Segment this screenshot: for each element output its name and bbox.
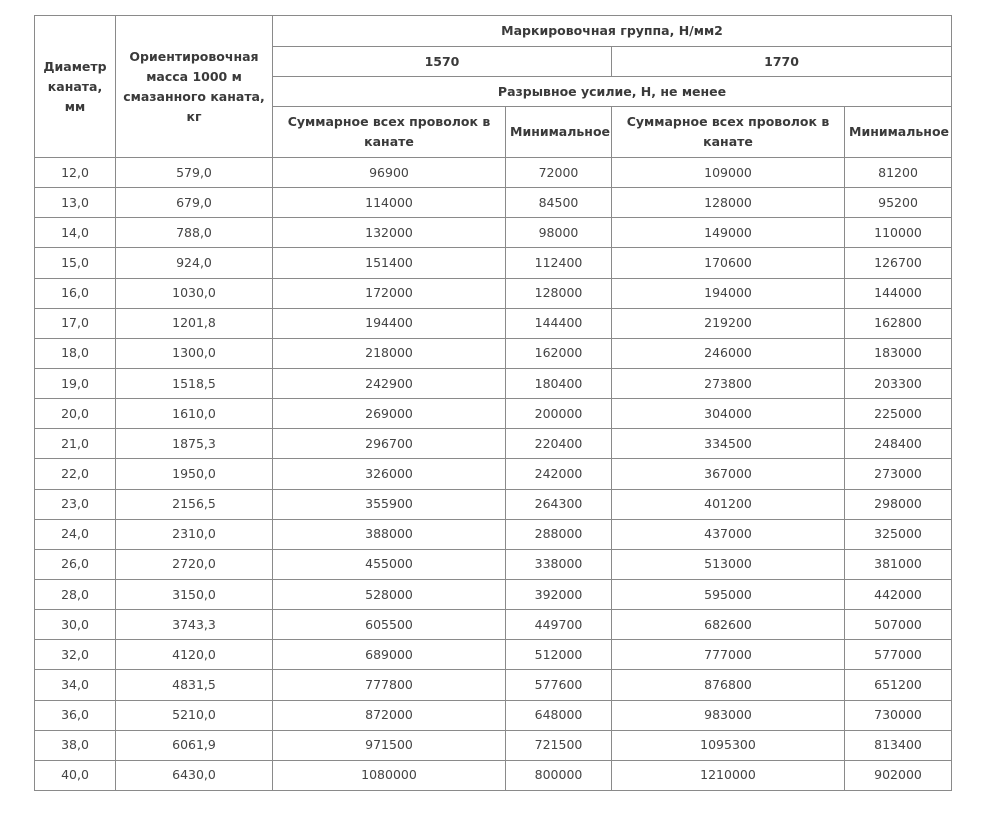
- cell-diameter: 26,0: [35, 549, 116, 579]
- cell-min-1770: 248400: [845, 429, 952, 459]
- cell-min-1570: 338000: [506, 549, 612, 579]
- cell-total-1570: 242900: [273, 368, 506, 398]
- cell-total-1570: 296700: [273, 429, 506, 459]
- header-min-1570: Минимальное: [506, 107, 612, 158]
- cell-mass: 3743,3: [116, 610, 273, 640]
- cell-total-1570: 326000: [273, 459, 506, 489]
- table-row: [35, 218, 952, 248]
- cell-mass: 1201,8: [116, 308, 273, 338]
- cell-diameter: 34,0: [35, 670, 116, 700]
- cell-diameter: 19,0: [35, 368, 116, 398]
- table-row: [35, 730, 952, 760]
- table-row: [35, 549, 952, 579]
- table-row: [35, 399, 952, 429]
- header-grade-1770: 1770: [612, 47, 952, 77]
- cell-min-1570: 242000: [506, 459, 612, 489]
- cell-total-1570: 151400: [273, 248, 506, 278]
- cell-total-1570: 114000: [273, 188, 506, 218]
- cell-diameter: 20,0: [35, 399, 116, 429]
- cell-min-1770: 730000: [845, 700, 952, 730]
- cell-mass: 4120,0: [116, 640, 273, 670]
- table-row: [35, 700, 952, 730]
- cell-min-1570: 144400: [506, 308, 612, 338]
- cell-min-1770: 577000: [845, 640, 952, 670]
- cell-total-1770: 1210000: [612, 760, 845, 790]
- cell-mass: 2156,5: [116, 489, 273, 519]
- cell-total-1570: 388000: [273, 519, 506, 549]
- cell-min-1770: 902000: [845, 760, 952, 790]
- cell-min-1770: 110000: [845, 218, 952, 248]
- cell-min-1770: 507000: [845, 610, 952, 640]
- table-row: [35, 278, 952, 308]
- cell-total-1570: 605500: [273, 610, 506, 640]
- cell-min-1770: 162800: [845, 308, 952, 338]
- cell-total-1770: 367000: [612, 459, 845, 489]
- cell-min-1570: 162000: [506, 338, 612, 368]
- cell-mass: 1030,0: [116, 278, 273, 308]
- cell-total-1770: 128000: [612, 188, 845, 218]
- cell-mass: 5210,0: [116, 700, 273, 730]
- table-row: [35, 610, 952, 640]
- cell-total-1770: 682600: [612, 610, 845, 640]
- cell-mass: 788,0: [116, 218, 273, 248]
- cell-mass: 1950,0: [116, 459, 273, 489]
- cell-mass: 4831,5: [116, 670, 273, 700]
- cell-min-1570: 721500: [506, 730, 612, 760]
- cell-min-1770: 95200: [845, 188, 952, 218]
- table-row: [35, 338, 952, 368]
- cell-min-1570: 72000: [506, 158, 612, 188]
- cell-total-1570: 132000: [273, 218, 506, 248]
- cell-total-1770: 983000: [612, 700, 845, 730]
- header-grade-group: Маркировочная группа, Н/мм2: [273, 16, 952, 47]
- cell-diameter: 18,0: [35, 338, 116, 368]
- cell-min-1570: 84500: [506, 188, 612, 218]
- cell-total-1770: 595000: [612, 579, 845, 609]
- cell-diameter: 23,0: [35, 489, 116, 519]
- cell-min-1770: 381000: [845, 549, 952, 579]
- table-row: [35, 188, 952, 218]
- cell-total-1770: 304000: [612, 399, 845, 429]
- table-header: [35, 16, 952, 158]
- cell-mass: 1518,5: [116, 368, 273, 398]
- cell-total-1570: 872000: [273, 700, 506, 730]
- header-total-1570: Суммарное всех проволок в канате: [273, 107, 506, 158]
- cell-total-1770: 246000: [612, 338, 845, 368]
- cell-total-1770: 437000: [612, 519, 845, 549]
- header-diameter: Диаметр каната, мм: [35, 16, 116, 158]
- cell-mass: 2720,0: [116, 549, 273, 579]
- cell-diameter: 15,0: [35, 248, 116, 278]
- table-body: [35, 158, 952, 791]
- cell-total-1570: 269000: [273, 399, 506, 429]
- cell-min-1770: 298000: [845, 489, 952, 519]
- cell-total-1770: 149000: [612, 218, 845, 248]
- cell-min-1570: 220400: [506, 429, 612, 459]
- cell-min-1770: 126700: [845, 248, 952, 278]
- cell-total-1770: 876800: [612, 670, 845, 700]
- table-row: [35, 459, 952, 489]
- table-row: [35, 670, 952, 700]
- cell-min-1570: 112400: [506, 248, 612, 278]
- cell-total-1570: 355900: [273, 489, 506, 519]
- table-row: [35, 308, 952, 338]
- rope-spec-table: [34, 15, 952, 791]
- cell-mass: 6430,0: [116, 760, 273, 790]
- cell-min-1770: 813400: [845, 730, 952, 760]
- cell-min-1770: 183000: [845, 338, 952, 368]
- table-row: [35, 158, 952, 188]
- table-row: [35, 640, 952, 670]
- header-min-1770: Минимальное: [845, 107, 952, 158]
- cell-total-1770: 273800: [612, 368, 845, 398]
- cell-diameter: 14,0: [35, 218, 116, 248]
- cell-total-1570: 172000: [273, 278, 506, 308]
- cell-min-1570: 800000: [506, 760, 612, 790]
- table-row: [35, 248, 952, 278]
- cell-min-1770: 651200: [845, 670, 952, 700]
- cell-mass: 6061,9: [116, 730, 273, 760]
- cell-mass: 679,0: [116, 188, 273, 218]
- cell-mass: 3150,0: [116, 579, 273, 609]
- cell-min-1770: 144000: [845, 278, 952, 308]
- cell-min-1770: 225000: [845, 399, 952, 429]
- cell-min-1570: 512000: [506, 640, 612, 670]
- cell-total-1770: 109000: [612, 158, 845, 188]
- cell-total-1770: 334500: [612, 429, 845, 459]
- cell-min-1770: 81200: [845, 158, 952, 188]
- cell-diameter: 30,0: [35, 610, 116, 640]
- cell-min-1570: 180400: [506, 368, 612, 398]
- cell-min-1770: 203300: [845, 368, 952, 398]
- cell-diameter: 38,0: [35, 730, 116, 760]
- cell-diameter: 16,0: [35, 278, 116, 308]
- cell-diameter: 13,0: [35, 188, 116, 218]
- cell-total-1570: 971500: [273, 730, 506, 760]
- table-row: [35, 429, 952, 459]
- cell-min-1570: 648000: [506, 700, 612, 730]
- header-total-1770: Суммарное всех проволок в канате: [612, 107, 845, 158]
- cell-mass: 579,0: [116, 158, 273, 188]
- cell-diameter: 17,0: [35, 308, 116, 338]
- cell-diameter: 28,0: [35, 579, 116, 609]
- cell-diameter: 32,0: [35, 640, 116, 670]
- cell-min-1770: 325000: [845, 519, 952, 549]
- cell-total-1770: 777000: [612, 640, 845, 670]
- cell-diameter: 24,0: [35, 519, 116, 549]
- cell-total-1770: 513000: [612, 549, 845, 579]
- cell-min-1770: 273000: [845, 459, 952, 489]
- cell-diameter: 12,0: [35, 158, 116, 188]
- cell-total-1770: 1095300: [612, 730, 845, 760]
- cell-diameter: 36,0: [35, 700, 116, 730]
- cell-mass: 1300,0: [116, 338, 273, 368]
- cell-total-1570: 96900: [273, 158, 506, 188]
- cell-total-1770: 219200: [612, 308, 845, 338]
- table-row: [35, 368, 952, 398]
- cell-total-1770: 194000: [612, 278, 845, 308]
- header-mass: Ориентировочная масса 1000 м смазанного каната, кг: [116, 16, 273, 158]
- cell-diameter: 21,0: [35, 429, 116, 459]
- cell-min-1570: 392000: [506, 579, 612, 609]
- cell-min-1570: 128000: [506, 278, 612, 308]
- cell-mass: 1875,3: [116, 429, 273, 459]
- cell-min-1570: 577600: [506, 670, 612, 700]
- cell-total-1770: 170600: [612, 248, 845, 278]
- cell-total-1770: 401200: [612, 489, 845, 519]
- cell-total-1570: 455000: [273, 549, 506, 579]
- cell-min-1570: 264300: [506, 489, 612, 519]
- cell-min-1570: 200000: [506, 399, 612, 429]
- table-row: [35, 760, 952, 790]
- cell-total-1570: 194400: [273, 308, 506, 338]
- header-grade-1570: 1570: [273, 47, 612, 77]
- table-row: [35, 489, 952, 519]
- cell-diameter: 40,0: [35, 760, 116, 790]
- cell-total-1570: 777800: [273, 670, 506, 700]
- cell-mass: 2310,0: [116, 519, 273, 549]
- table-row: [35, 519, 952, 549]
- cell-min-1770: 442000: [845, 579, 952, 609]
- cell-mass: 924,0: [116, 248, 273, 278]
- cell-total-1570: 218000: [273, 338, 506, 368]
- cell-min-1570: 288000: [506, 519, 612, 549]
- cell-min-1570: 449700: [506, 610, 612, 640]
- cell-mass: 1610,0: [116, 399, 273, 429]
- cell-total-1570: 1080000: [273, 760, 506, 790]
- cell-total-1570: 528000: [273, 579, 506, 609]
- table-row: [35, 579, 952, 609]
- cell-diameter: 22,0: [35, 459, 116, 489]
- cell-total-1570: 689000: [273, 640, 506, 670]
- header-breaking-force: Разрывное усилие, Н, не менее: [273, 77, 952, 107]
- cell-min-1570: 98000: [506, 218, 612, 248]
